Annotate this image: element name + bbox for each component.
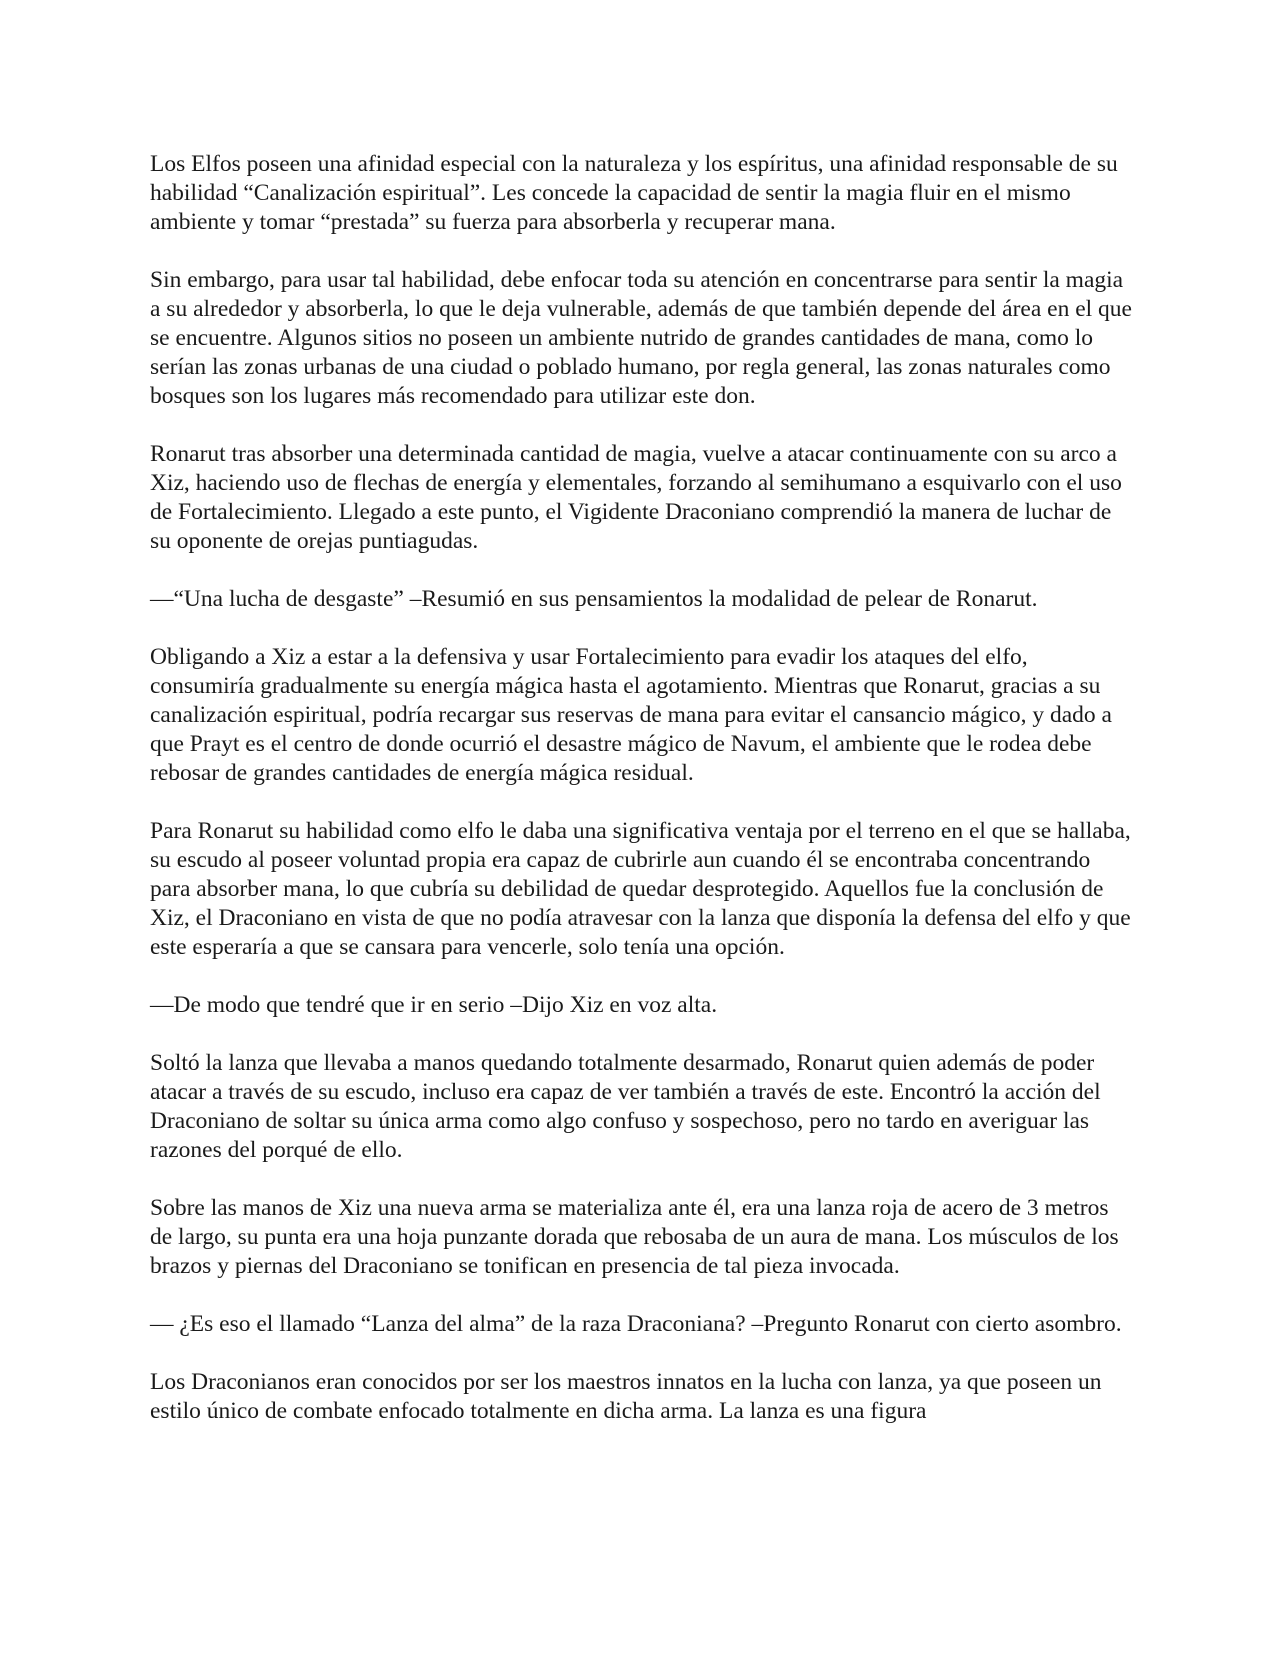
paragraph: Sobre las manos de Xiz una nueva arma se materializa ante él, era una lanza roja de acero de 3 metros de largo, su punta era una hoja punzante dorada que rebosaba de un aura de mana. Los músculos de los brazos y piernas del Draconiano se tonifican en presencia de tal pieza invocada.	[150, 1195, 1119, 1279]
paragraph: Los Elfos poseen una afinidad especial con la naturaleza y los espíritus, una afinidad responsable de su habilidad “Canalización espiritual”. Les concede la capacidad de sentir la magia fluir en el mismo ambiente y tomar “prestada” su fuerza para absorberla y recuperar mana.	[150, 151, 1118, 235]
paragraph: Obligando a Xiz a estar a la defensiva y usar Fortalecimiento para evadir los ataques del elfo, consumiría gradualmente su energía mágica hasta el agotamiento. Mientras que Ronarut, gracias a su canalización espiritual, podría recargar sus reservas de mana para evitar el cansancio mágico, y dado a que Prayt es el centro de donde ocurrió el desastre mágico de Navum, el ambiente que le rodea debe rebosar de grandes cantidades de energía mágica residual.	[150, 644, 1112, 786]
document-body	[150, 150, 1136, 1455]
paragraph: — ¿Es eso el llamado “Lanza del alma” de la raza Draconiana? –Pregunto Ronarut con cierto asombro.	[150, 1311, 1122, 1337]
paragraph: Soltó la lanza que llevaba a manos quedando totalmente desarmado, Ronarut quien además de poder atacar a través de su escudo, incluso era capaz de ver también a través de este. Encontró la acción del Draconiano de soltar su única arma como algo confuso y sospechoso, pero no tardo en averiguar las razones del porqué de ello.	[150, 1050, 1101, 1163]
paragraph: —“Una lucha de desgaste” –Resumió en sus pensamientos la modalidad de pelear de Ronarut.	[150, 586, 1038, 612]
paragraph: Ronarut tras absorber una determinada cantidad de magia, vuelve a atacar continuamente con su arco a Xiz, haciendo uso de flechas de energía y elementales, forzando al semihumano a esquivarlo con el uso de Fortalecimiento. Llegado a este punto, el Vigidente Draconiano comprendió la manera de luchar de su oponente de orejas puntiagudas.	[150, 441, 1122, 554]
paragraph: Para Ronarut su habilidad como elfo le daba una significativa ventaja por el terreno en el que se hallaba, su escudo al poseer voluntad propia era capaz de cubrirle aun cuando él se encontraba concentrando para absorber mana, lo que cubría su debilidad de quedar desprotegido. Aquellos fue la conclusión de Xiz, el Draconiano en vista de que no podía atravesar con la lanza que disponía la defensa del elfo y que este esperaría a que se cansara para vencerle, solo tenía una opción.	[150, 818, 1131, 960]
paragraph: —De modo que tendré que ir en serio –Dijo Xiz en voz alta.	[150, 992, 718, 1018]
paragraph: Sin embargo, para usar tal habilidad, debe enfocar toda su atención en concentrarse para sentir la magia a su alrededor y absorberla, lo que le deja vulnerable, además de que también depende del área en el que se encuentre. Algunos sitios no poseen un ambiente nutrido de grandes cantidades de mana, como lo serían las zonas urbanas de una ciudad o poblado humano, por regla general, las zonas naturales como bosques son los lugares más recomendado para utilizar este don.	[150, 267, 1132, 409]
paragraph: Los Draconianos eran conocidos por ser los maestros innatos en la lucha con lanza, ya que poseen un estilo único de combate enfocado totalmente en dicha arma. La lanza es una figura	[150, 1369, 1102, 1424]
